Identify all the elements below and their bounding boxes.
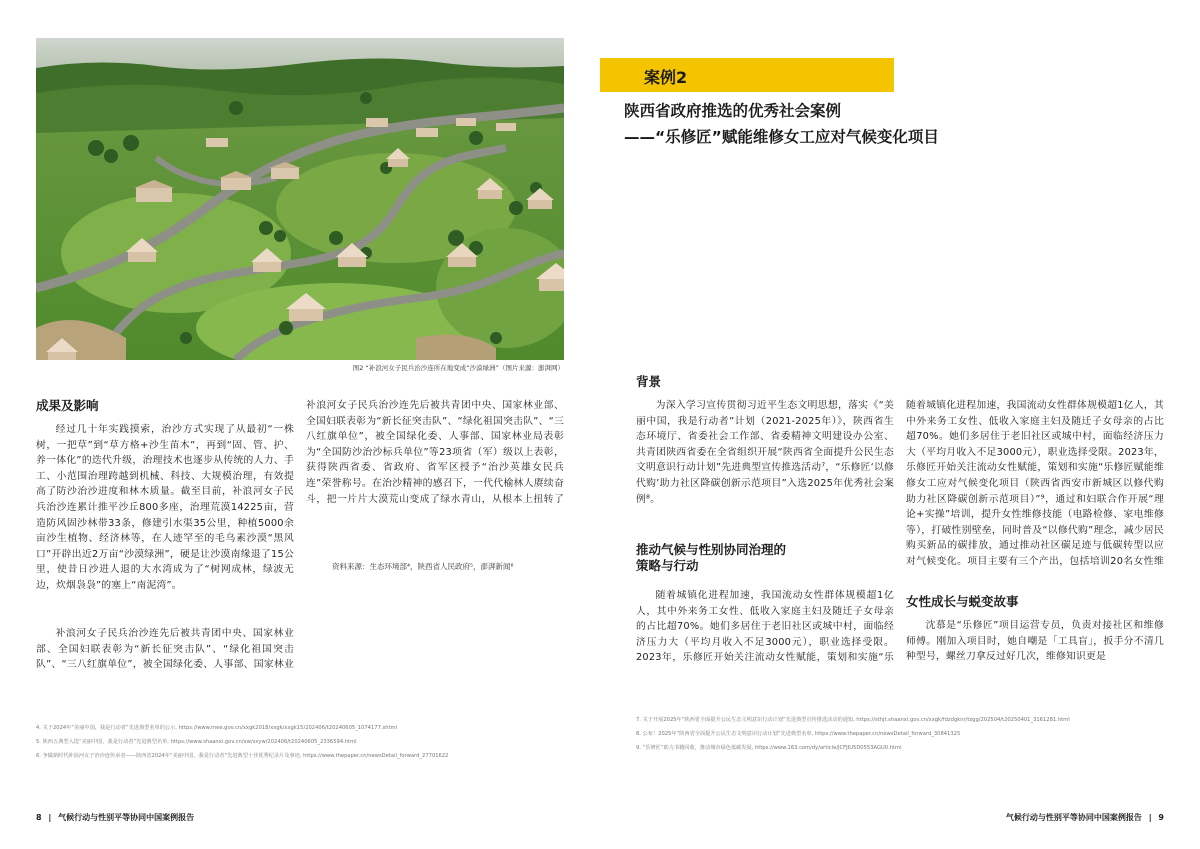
strategy-title-line-1: 推动气候与性别协同治理的 — [636, 542, 787, 557]
results-paragraph-1: 经过几十年实践摸索，治沙方式实现了从最初“一株树，一把草”到“草方格+沙生苗木”，再到“固、管、护、养一体化”的迭代升级，治理技术也逐步从传统的人力、手工、小范围治理跨越到机械、科技、大规模治理，有效提高了防沙治沙进度和林木质量。截至目前，补浪河女子民兵治沙连累计推平沙丘800多座，治理荒漠14225亩，营造防风固沙林带33条，修建引水渠35公里，种植5000余亩沙生植物、经济林等，在人迹罕至的毛乌素沙漠“黑风口”开辟出近2万亩“沙漠绿洲”，硬是让沙漠南缘退了15公里，使昔日沙进人退的大水湾成为了“树网成林，绿波无边，炊烟袅袅”的塞上“南泥湾”。 — [36, 424, 294, 591]
section-title-background: 背景 — [636, 374, 662, 389]
footer-separator-right: | — [1148, 813, 1152, 822]
footnote-4: 4. 关于2024年“美丽中国，我是行动者”先进典型名单的公示, https://www.mee.gov.cn/xxgk2018/xxgk/xxgk15/202406/t20240605_1074177.shtml — [36, 725, 398, 731]
case-title-line-1: 陕西省政府推选的优秀社会案例 — [624, 102, 842, 120]
report-title-left: 气候行动与性别平等协同中国案例报告 — [58, 813, 195, 822]
page-number-right: 9 — [1158, 813, 1164, 822]
strategy-title-line-2: 策略与行动 — [636, 558, 699, 573]
strategy-paragraph-continued: 随着城镇化进程加速，我国流动女性群体规模超1亿人，其中外来务工女性、低收入家庭主妇及随迁子女母亲的占比超70%。她们多居住于老旧社区或城中村，面临经济压力大（平均月收入不足3000元），职业选择受限。2023年，乐修匠开始关注流动女性赋能，策划和实施“乐修匠赋能维修女工应对气候变化项目（陕西省西安市新城区以修代购助力社区降碳创新示范项目）”⁹，通过和妇联合作开展“理论+实操”培训，提升女性维修技能（电路检修、家电维修等），打破性别壁垒，同时普及“以修代购”理念，减少居民购买新品的碳排放，通过推动社区碳足迹与低碳转型以应对气候变化。项目主要有三个产出，包括培训20名女性维 — [906, 400, 1164, 567]
section-title-strategy — [636, 542, 786, 574]
right-page — [600, 0, 1200, 849]
strategy-text-column-1 — [636, 588, 894, 666]
aerial-photo-desert-oasis-camp — [36, 38, 564, 360]
report-title-right: 气候行动与性别平等协同中国案例报告 — [1005, 813, 1142, 822]
results-paragraph-2: 补浪河女子民兵治沙连先后被共青团中央、国家林业部、全国妇联表彰为“新长征突击队”、“绿化祖国突击队”、“三八红旗单位”，被全国绿化委、人事部、国家林业局表彰为“全国防沙治沙标兵单位”等23项省（军）级以上表彰，获得陕西省委、省政府、省军区授予“治沙英雄女民兵连”荣誉称号。在治沙精神的感召下，一代代榆林人赓续奋斗，把一片片大漠荒山变成了绿水青山，从根本上扭转了 — [306, 400, 564, 505]
page-number-left: 8 — [36, 813, 42, 822]
case-main-title — [624, 98, 939, 150]
strategy-text-column-2 — [906, 398, 1164, 570]
body-column-2 — [306, 398, 564, 508]
growth-paragraph: 沈慕是“乐修匠”项目运营专员，负责对接社区和维修师傅。刚加入项目时，她自嘲是「工具盲」，扳手分不清几种型号，螺丝刀拿反过好几次，维修知识更是 — [906, 620, 1164, 663]
case-tag-label: 案例2 — [644, 68, 688, 87]
background-paragraph: 为深入学习宣传贯彻习近平生态文明思想，落实《“美丽中国，我是行动者”计划（2021-2025年）》，陕西省生态环境厅、省委社会工作部、省委精神文明建设办公室、共青团陕西省委在全省组织开展“陕西省全面提升公民生态文明意识行动计划”先进典型宣传推选活动⁷，“乐修匠‘以修代购’助力社区降碳创新示范项目”入选2025年优秀社会案例⁸。 — [636, 400, 894, 505]
footnotes-right — [636, 713, 1164, 755]
source-citation: 资料来源：生态环境部⁴，陕西省人民政府⁵，澎湃新闻⁶ — [332, 562, 514, 571]
figure-caption: 图2 “补浪河女子民兵治沙连所在地变成“沙漠绿洲”（图片来源：澎湃网） — [352, 364, 564, 372]
footnote-9: 9. “乐修匠”助力书籍回收，推动城市绿色低碳发展, https://www.163.com/dy/article/JCFJIU5D0553AGU0.html — [636, 745, 902, 751]
growth-text — [906, 618, 1164, 668]
body-column-1 — [36, 422, 294, 594]
background-text — [636, 398, 894, 507]
section-title-growth: 女性成长与蜕变故事 — [906, 594, 1019, 609]
footer-separator: | — [48, 813, 52, 822]
footnotes-left — [36, 721, 564, 763]
results-paragraph-2-start: 补浪河女子民兵治沙连先后被共青团中央、国家林业部、全国妇联表彰为“新长征突击队”、“绿化祖国突击队”、“三八红旗单位”，被全国绿化委、人事部、国家林业 — [36, 628, 294, 671]
case-tag-banner — [600, 58, 894, 92]
footnote-6: 6. 争做新时代补浪河女子治沙连传承者——陕西省2024年“美丽中国，我是行动者”先进典型十佳优秀纪录片及事迹, https://www.thepaper.cn/newsDetail_forward_27701622 — [36, 753, 449, 759]
footnote-7: 7. 关于开展2025年“陕西省全面提升公民生态文明意识行动计划”先进典型宣传推选活动的通知, https://sthjt.shaanxi.gov.cn/xxgk/fdzdgknr/tzgg/202504/t20250401_3161281.html — [636, 717, 1070, 723]
footer-left — [36, 812, 194, 823]
footnote-8: 8. 公布！2025年“陕西省全面提升公民生态文明意识行动计划”先进典型名单, https://www.thepaper.cn/newsDetail_forward_30841325 — [636, 731, 961, 737]
section-title-results: 成果及影响 — [36, 398, 99, 413]
strategy-paragraph: 随着城镇化进程加速，我国流动女性群体规模超1亿人，其中外来务工女性、低收入家庭主妇及随迁子女母亲的占比超70%。她们多居住于老旧社区或城中村，面临经济压力大（平均月收入不足3000元），职业选择受限。2023年，乐修匠开始关注流动女性赋能，策划和实施“乐 — [636, 590, 894, 664]
footer-right — [1006, 812, 1164, 823]
case-title-line-2: ——“乐修匠”赋能维修女工应对气候变化项目 — [624, 128, 939, 146]
footnote-5: 5. 陕西五典型入选“美丽中国，我是行动者”先进典型名单, https://www.shaanxi.gov.cn/xw/sxyw/202406/t20240605_2336594.html — [36, 739, 357, 745]
body-column-1-continued — [36, 626, 294, 674]
